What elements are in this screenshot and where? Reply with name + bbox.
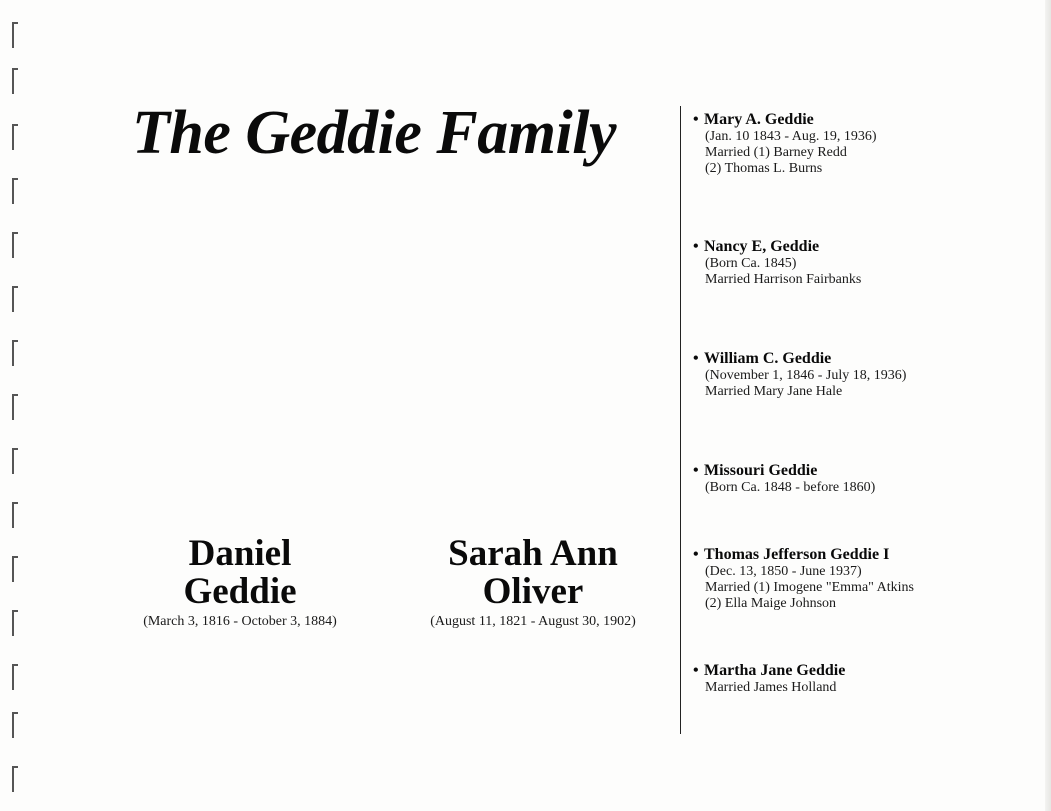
child-detail: (2) Thomas L. Burns — [705, 161, 823, 176]
parent-name-line2: Oliver — [482, 571, 584, 612]
child-detail: Married James Holland — [705, 680, 837, 695]
child-detail: (Jan. 10 1843 - Aug. 19, 1936) — [705, 129, 877, 144]
page-edge — [1045, 0, 1051, 811]
binding-mark — [12, 22, 18, 48]
child-entry — [693, 350, 1023, 400]
binding-mark — [12, 766, 18, 792]
binding-mark — [12, 448, 18, 474]
child-detail: Married Harrison Fairbanks — [705, 272, 862, 287]
page-title: The Geddie Family — [132, 99, 616, 167]
child-entry — [693, 662, 1023, 696]
parent-name-line2: Geddie — [183, 571, 297, 612]
child-detail: (Born Ca. 1845) — [705, 256, 797, 271]
bullet-icon: • — [693, 238, 699, 255]
binding-mark — [12, 712, 18, 738]
binding-mark — [12, 664, 18, 690]
child-entry — [693, 111, 1023, 177]
binding-mark — [12, 556, 18, 582]
child-detail: Married (1) Imogene "Emma" Atkins — [705, 580, 914, 595]
parent-name-line1: Daniel — [188, 533, 292, 574]
child-name: Nancy E, Geddie — [704, 238, 820, 255]
parent-name-line1: Sarah Ann — [448, 533, 618, 574]
binding-mark — [12, 286, 18, 312]
child-name: Thomas Jefferson Geddie I — [704, 546, 890, 563]
bullet-icon: • — [693, 111, 699, 128]
parent-sarah — [403, 535, 663, 631]
child-name: William C. Geddie — [704, 350, 832, 367]
bullet-icon: • — [693, 546, 699, 563]
child-name: Mary A. Geddie — [704, 111, 814, 128]
binding-mark — [12, 610, 18, 636]
child-entry — [693, 238, 1023, 288]
child-detail: Married Mary Jane Hale — [705, 384, 843, 399]
child-detail: (November 1, 1846 - July 18, 1936) — [705, 368, 907, 383]
binding-mark — [12, 340, 18, 366]
bullet-icon: • — [693, 662, 699, 679]
child-detail: Married (1) Barney Redd — [705, 145, 847, 160]
child-detail: (Born Ca. 1848 - before 1860) — [705, 480, 876, 495]
parent-dates: (March 3, 1816 - October 3, 1884) — [143, 614, 337, 629]
vertical-divider — [680, 106, 681, 734]
parent-dates: (August 11, 1821 - August 30, 1902) — [430, 614, 636, 629]
binding-mark — [12, 124, 18, 150]
binding-mark — [12, 178, 18, 204]
binding-mark — [12, 394, 18, 420]
bullet-icon: • — [693, 462, 699, 479]
child-entry — [693, 546, 1023, 612]
binding-mark — [12, 232, 18, 258]
binding-mark — [12, 68, 18, 94]
child-detail: (Dec. 13, 1850 - June 1937) — [705, 564, 862, 579]
child-entry — [693, 462, 1023, 496]
child-name: Missouri Geddie — [704, 462, 818, 479]
binding-mark — [12, 502, 18, 528]
parent-daniel — [110, 535, 370, 631]
child-name: Martha Jane Geddie — [704, 662, 846, 679]
bullet-icon: • — [693, 350, 699, 367]
child-detail: (2) Ella Maige Johnson — [705, 596, 837, 611]
